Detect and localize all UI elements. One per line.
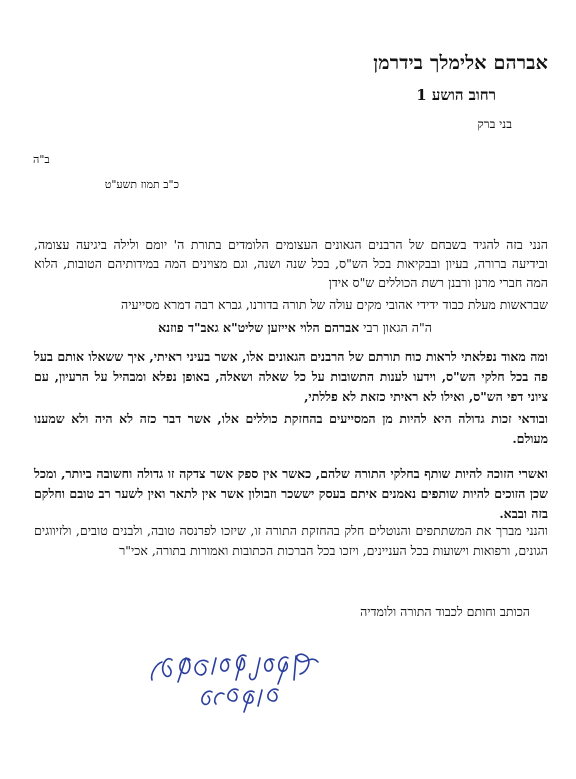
handwritten-signature: [128, 640, 328, 722]
paragraph-blessing: והנני מברך את המשתתפים והנוטלים חלק בהחזקת התורה זו, שיזכו לפרנסה טובה, ולבנים טובים, ולזיווגים הגונים, ורפואות וישועות בכל העניינים, ויזכו בכל הברכות הכתובות ואמורות בתורה, אכי"ר: [34, 523, 548, 558]
bsd-mark: ב"ה: [33, 153, 50, 166]
letterhead-name: אברהם אלימלך בידרמן: [373, 52, 548, 74]
letterhead-street: רחוב הושע 1: [416, 86, 496, 104]
paragraph-merit: ובודאי זכות גדולה היא להיות מן המסייעים בהחזקת כוללים אלו, אשר דבר כזה לא היה ולא שמענו מעולם.: [34, 411, 548, 446]
letterhead-city: בני ברק: [477, 117, 512, 131]
rabbi-name: אברהם הלוי אייזען שליט"א גאב"ד פוזנא: [158, 320, 360, 335]
paragraph-leadership: שבראשות מעלת כבוד ידידי אהובי מקים עולה של תורה בדורנו, גברא רבה דמרא מסייעיה: [121, 297, 548, 312]
rabbi-title: ה"ה הגאון רבי: [359, 320, 432, 335]
paragraph-partnership: ואשרי הזוכה להיות שותף בחלקי התורה שלהם, כאשר אין ספק אשר צדקה זו גדולה וחשובה ביותר, ומכל שכן הזוכים להיות שותפים נאמנים איתם בעסק יששכר וזבולון אשר אין לתאר ואין לשער רב טובם וחלקם בזה ובבא.: [34, 466, 548, 521]
letter-date: כ"ב תמוז תשע"ט: [104, 178, 179, 191]
closing-line: הכותב וחותם לכבוד התורה ולומדיה: [360, 604, 530, 619]
paragraph-testimony: ומה מאוד נפלאתי לראות כוח תורתם של הרבנים הגאונים אלו, אשר בעיני ראיתי, איך ששאלו אותם בעל פה בכל חלקי הש"ס, וידעו לענות התשובות על כל שאלה ושאלה, באופן נפלא ומבהיל על הרעיון, עם ציוני דפי הש"ס, ואילו לא ראיתי כזאת לא פללתי,: [34, 349, 548, 404]
paragraph-praise: הנני בזה להגיד בשבחם של הרבנים הגאונים העצומים הלומדים בתורת ה' יומם ולילה ביגיעה עצומה, ובידיעה ברורה, בעיון ובבקיאות בכל הש"ס, בכל שנה ושנה, וגם מצוינים המה במידותיהם הטובות, הלוא המה חברי מרנן ורבנן רשת הכוללים ש"ס אידן: [34, 237, 548, 290]
paragraph-rabbi-name: [60, 318, 530, 337]
